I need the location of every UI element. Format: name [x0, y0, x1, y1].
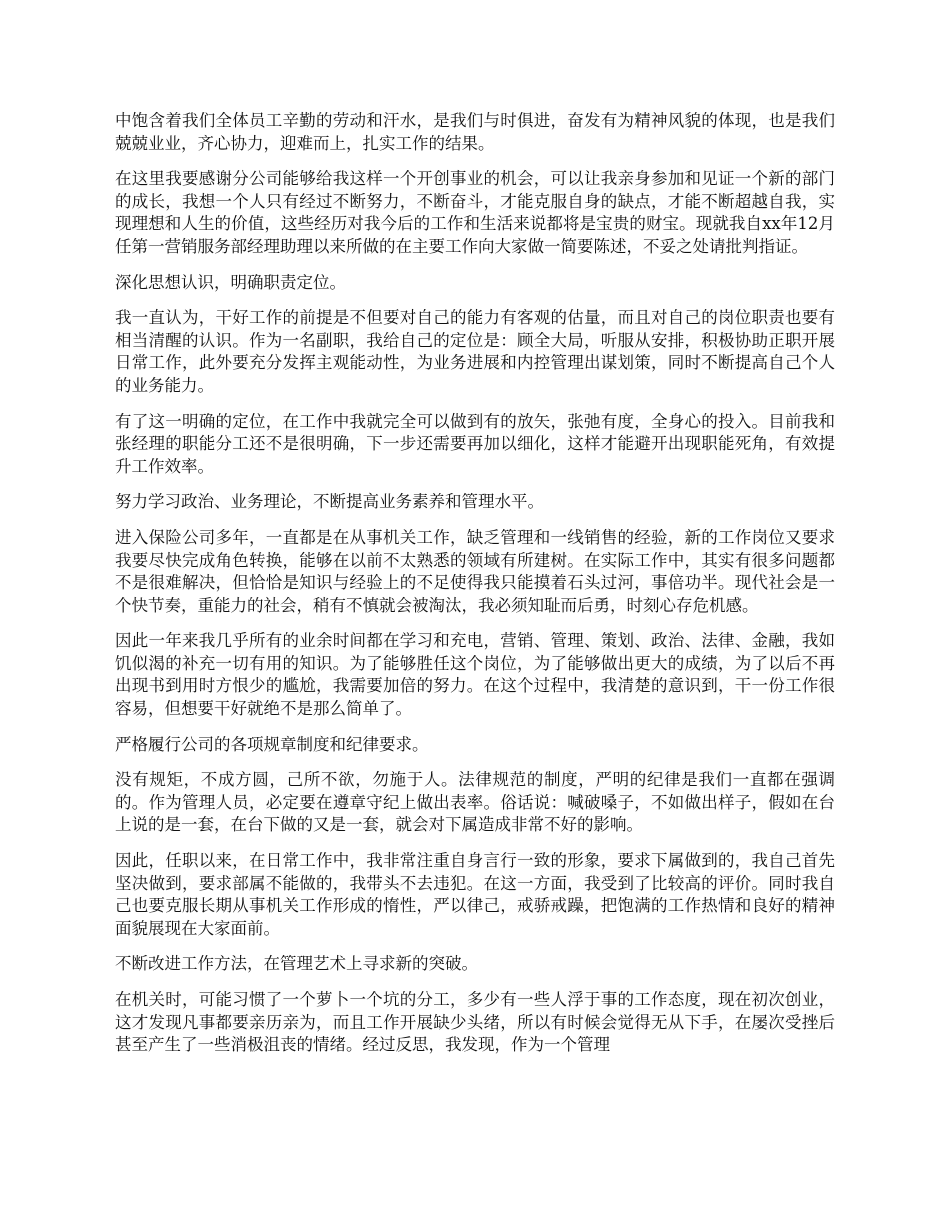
section-heading-1: 深化思想认识，明确职责定位。: [115, 272, 346, 292]
paragraph-1: 中饱含着我们全体员工辛勤的劳动和汗水，是我们与时俱进，奋发有为精神风貌的体现，也是我们兢兢业业，齐心协力，迎难而上，扎实工作的结果。: [115, 111, 835, 153]
paragraph-8: 因此，任职以来，在日常工作中，我非常注重自身言行一致的形象，要求下属做到的，我自己首先坚决做到，要求部属不能做的，我带头不去违犯。在这一方面，我受到了比较高的评价。同时我自己也要克服长期从事机关工作形成的惰性，严以律己，戒骄戒躁，把饱满的工作热情和良好的精神面貌展现在大家面前。: [115, 851, 835, 938]
paragraph-3: 我一直认为，干好工作的前提是不但要对自己的能力有客观的估量，而且对自己的岗位职责也要有相当清醒的认识。作为一名副职，我给自己的定位是：顾全大局，听服从安排，积极协助正职开展日常工作，此外要充分发挥主观能动性，为业务进展和内控管理出谋划策，同时不断提高自己个人的业务能力。: [115, 308, 835, 395]
paragraph-2: 在这里我要感谢分公司能够给我这样一个开创事业的机会，可以让我亲身参加和见证一个新的部门的成长，我想一个人只有经过不断努力，不断奋斗，才能克服自身的缺点，才能不断超越自我，实现理想和人生的价值，这些经历对我今后的工作和生活来说都将是宝贵的财宝。现就我自xx年12月任第一营销服务部经理助理以来所做的在主要工作向大家做一简要陈述，不妥之处请批判指证。: [115, 169, 835, 256]
paragraph-5: 进入保险公司多年，一直都是在从事机关工作，缺乏管理和一线销售的经验，新的工作岗位又要求我要尽快完成角色转换，能够在以前不太熟悉的领域有所建树。在实际工作中，其实有很多问题都不是很难解决，但恰恰是知识与经验上的不足使得我只能摸着石头过河，事倍功半。现代社会是一个快节奏，重能力的社会，稍有不慎就会被淘汰，我必须知耻而后勇，时刻心存危机感。: [115, 527, 835, 615]
section-heading-2: 努力学习政治、业务理论，不断提高业务素养和管理水平。: [115, 492, 544, 512]
section-heading-4: 不断改进工作方法，在管理艺术上寻求新的突破。: [115, 954, 478, 974]
paragraph-4: 有了这一明确的定位，在工作中我就完全可以做到有的放矢，张弛有度，全身心的投入。目前我和张经理的职能分工还不是很明确，下一步还需要再加以细化，这样才能避开出现职能死角，有效提升工作效率。: [115, 411, 835, 476]
section-heading-3: 严格履行公司的各项规章制度和纪律要求。: [115, 734, 429, 754]
paragraph-6: 因此一年来我几乎所有的业余时间都在学习和充电，营销、管理、策划、政治、法律、金融，我如饥似渴的补充一切有用的知识。为了能够胜任这个岗位，为了能够做出更大的成绩，为了以后不再出现书到用时方恨少的尴尬，我需要加倍的努力。在这个过程中，我清楚的意识到，干一份工作很容易，但想要干好就绝不是那么简单了。: [115, 631, 835, 719]
paragraph-7: 没有规矩，不成方圆，己所不欲，勿施于人。法律规范的制度，严明的纪律是我们一直都在强调的。作为管理人员，必定要在遵章守纪上做出表率。俗话说：喊破嗓子，不如做出样子，假如在台上说的是一套，在台下做的又是一套，就会对下属造成非常不好的影响。: [115, 770, 835, 835]
paragraph-9: 在机关时，可能习惯了一个萝卜一个坑的分工，多少有一些人浮于事的工作态度，现在初次创业，这才发现凡事都要亲历亲为，而且工作开展缺少头绪，所以有时候会觉得无从下手，在屡次受挫后甚至产生了一些消极沮丧的情绪。经过反思，我发现，作为一个管理: [115, 990, 835, 1055]
